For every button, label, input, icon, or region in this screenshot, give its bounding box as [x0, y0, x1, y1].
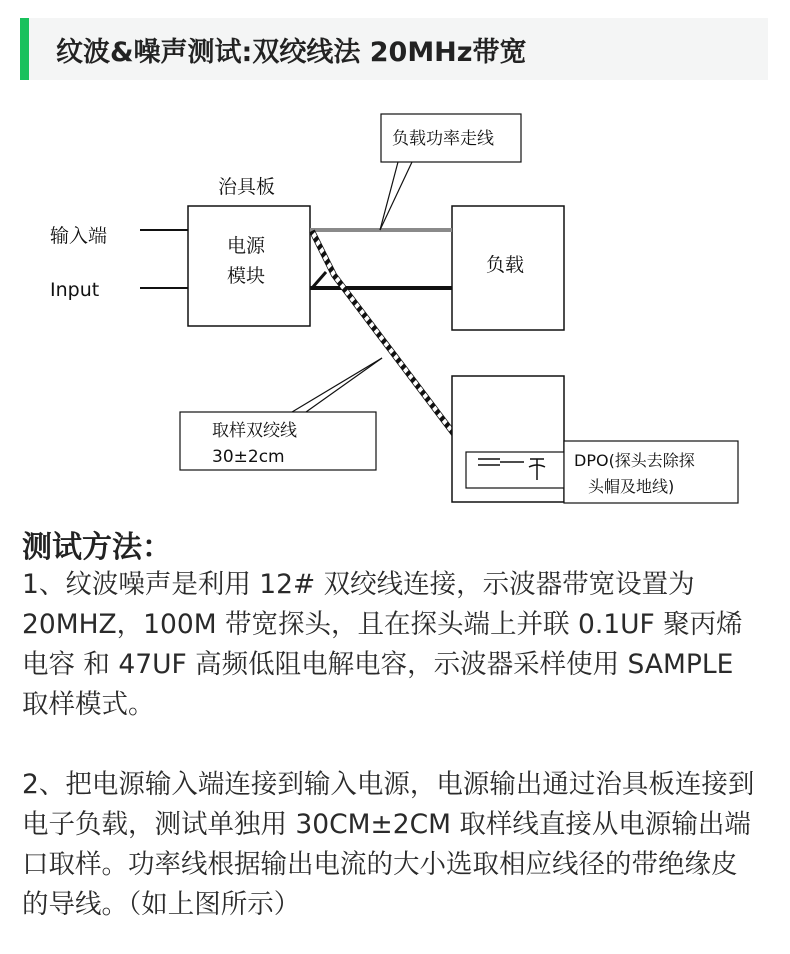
method-paragraph-1: 1、纹波噪声是利用 12# 双绞线连接，示波器带宽设置为 20MHZ，100M 带宽探头，且在探头端上并联 0.1UF 聚丙烯电容 和 47UF 高频低阻电解电容，示波器采样使用 SAMPLE 取样模式。	[22, 569, 743, 720]
accent-bar	[20, 18, 29, 80]
twisted-pair-callout-line1: 取样双绞线	[212, 421, 297, 441]
input-label-cn: 输入端	[50, 225, 108, 247]
page-header	[20, 18, 768, 80]
dpo-callout-line2: 头帽及地线)	[588, 477, 675, 496]
module-label-line1: 电源	[227, 235, 266, 257]
module-label-line2: 模块	[227, 265, 266, 287]
power-line-callout-leader-1	[380, 162, 398, 230]
load-label: 负载	[486, 254, 525, 276]
method-paragraph-2: 2、把电源输入端连接到输入电源，电源输出通过治具板连接到电子负载，测试单独用 30CM±2CM 取样线直接从电源输出端口取样。功率线根据输出电流的大小选取相应线径的带绝缘皮的导线。（如上图所示）	[22, 769, 755, 920]
twisted-pair-callout-leader-2	[306, 358, 382, 412]
power-line-callout-leader-2	[380, 162, 412, 230]
fixture-label: 治具板	[218, 176, 276, 198]
section-title: 测试方法：	[22, 530, 172, 565]
ripple-noise-test-diagram	[0, 100, 790, 520]
twisted-pair-wire-branch	[312, 272, 326, 288]
page-title: 纹波&噪声测试:双绞线法 20MHz带宽	[56, 37, 527, 68]
twisted-pair-callout-leader-1	[292, 358, 382, 412]
input-label-en: Input	[50, 279, 100, 301]
twisted-pair-callout-line2: 30±2cm	[212, 447, 285, 467]
power-line-callout-text: 负载功率走线	[392, 129, 494, 149]
dpo-callout-line1: DPO(探头去除探	[574, 451, 695, 470]
probe-inner-box	[466, 452, 564, 488]
